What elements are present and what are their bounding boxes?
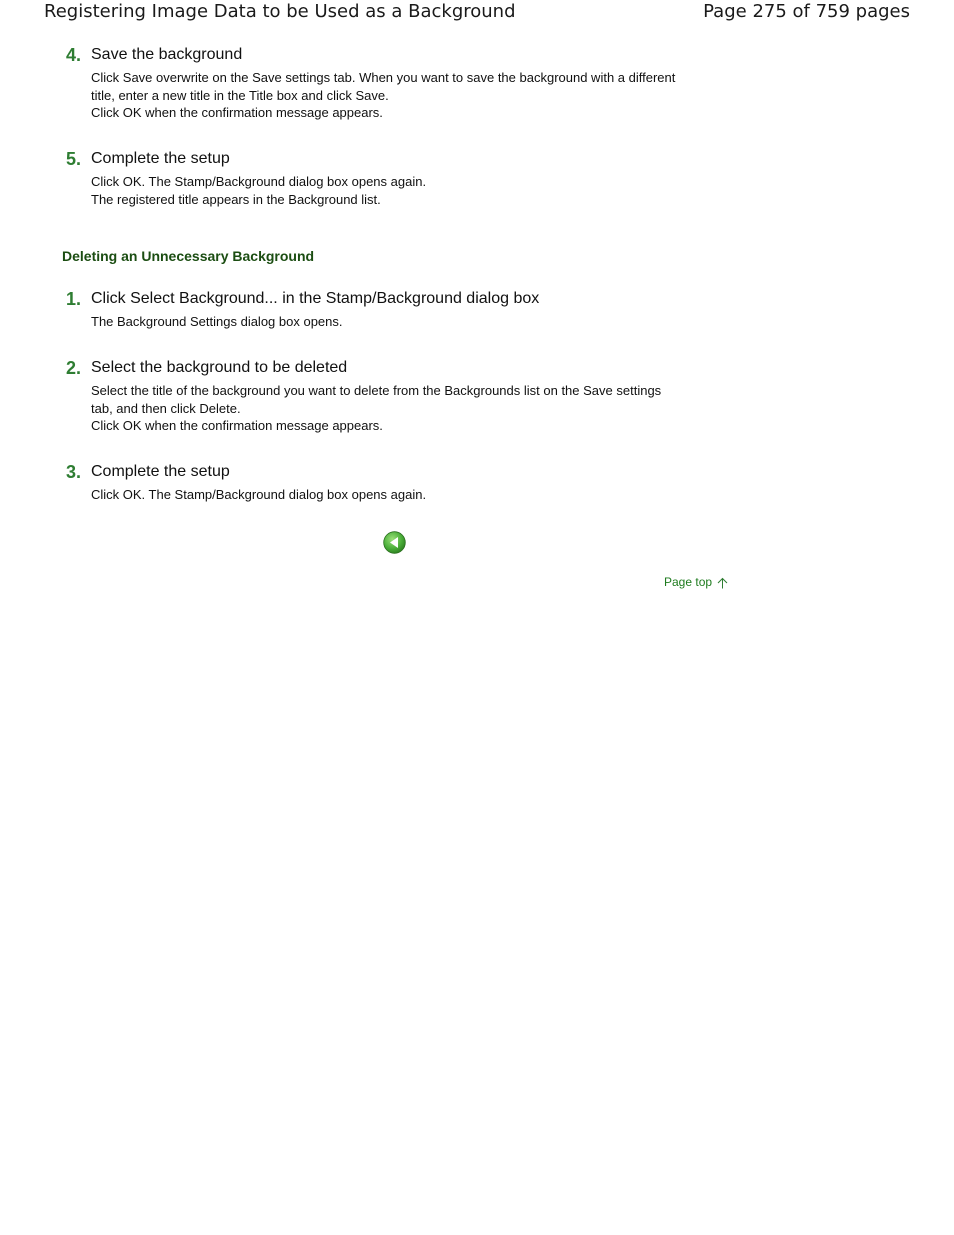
step-save-background xyxy=(66,44,726,122)
step-select-background-to-delete xyxy=(66,357,726,435)
step-title: Save the background xyxy=(91,46,243,63)
step-description xyxy=(91,69,726,122)
step-complete-setup-delete xyxy=(66,461,726,504)
step-title: Click Select Background... in the Stamp/Background dialog box xyxy=(91,290,540,307)
step-text-line: Select the title of the background you want to delete from the Backgrounds list on the Save settings xyxy=(91,383,662,398)
step-title: Complete the setup xyxy=(91,463,230,480)
step-number: 1. xyxy=(66,289,82,309)
step-number: 3. xyxy=(66,462,82,482)
back-button[interactable] xyxy=(383,531,406,554)
step-title: Complete the setup xyxy=(91,150,230,167)
step-text-line: tab, and then click Delete. xyxy=(91,400,241,416)
step-text-line: Click OK when the confirmation message appears. xyxy=(91,105,383,120)
step-text-line: Click OK when the confirmation message appears. xyxy=(91,418,383,433)
step-text-line: title, enter a new title in the Title box and click Save. xyxy=(91,87,389,103)
step-text-line: Click OK. The Stamp/Background dialog box opens again. xyxy=(91,487,427,502)
document-title: Registering Image Data to be Used as a Background xyxy=(44,1,516,22)
step-complete-setup xyxy=(66,148,726,208)
page-counter: Page 275 of 759 pages xyxy=(703,1,910,22)
step-number: 2. xyxy=(66,358,82,378)
step-description xyxy=(91,486,726,504)
page-top-link[interactable] xyxy=(664,574,728,590)
page-top-label: Page top xyxy=(664,575,713,589)
step-description xyxy=(91,382,726,435)
step-text-line: Click Save overwrite on the Save settings tab. When you want to save the background with a different xyxy=(91,70,676,85)
step-description xyxy=(91,173,726,208)
step-description xyxy=(91,313,726,331)
section-heading: Deleting an Unnecessary Background xyxy=(62,248,315,264)
step-click-select-background xyxy=(66,288,726,331)
step-text-line: The Background Settings dialog box opens. xyxy=(91,314,343,329)
step-title: Select the background to be deleted xyxy=(91,359,348,376)
back-arrow-icon xyxy=(383,531,406,554)
step-text-line: Click OK. The Stamp/Background dialog box opens again. xyxy=(91,174,427,189)
step-number: 4. xyxy=(66,45,82,65)
step-text-line: The registered title appears in the Background list. xyxy=(91,191,381,207)
page-header xyxy=(44,0,910,26)
up-arrow-icon xyxy=(717,577,728,589)
step-number: 5. xyxy=(66,149,82,169)
